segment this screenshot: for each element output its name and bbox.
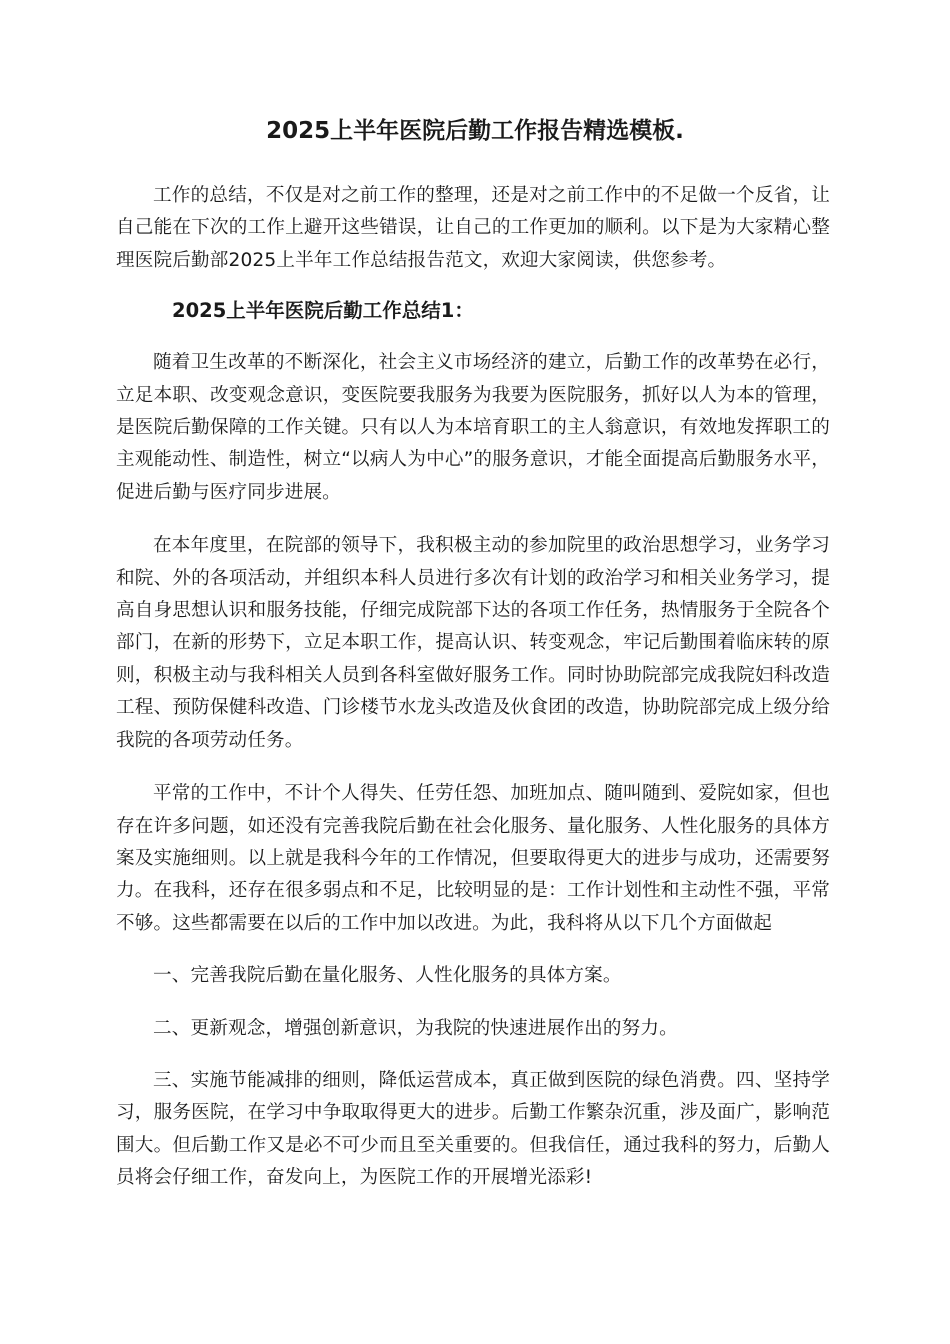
list-item-1: 一、完善我院后勤在量化服务、人性化服务的具体方案。: [153, 965, 622, 987]
document-title: 2025上半年医院后勤工作报告精选模板.: [266, 118, 684, 144]
document-body: [116, 180, 830, 1195]
intro-paragraph: 工作的总结，不仅是对之前工作的整理，还是对之前工作中的不足做一个反省，让自己能在下次的工作上避开这些错误，让自己的工作更加的顺利。以下是为大家精心整理医院后勤部2025上半年工作总结报告范文，欢迎大家阅读，供您参考。: [116, 185, 830, 271]
body-paragraph-3: 平常的工作中，不计个人得失、任劳任怨、加班加点、随叫随到、爱院如家，但也存在许多问题，如还没有完善我院后勤在社会化服务、量化服务、人性化服务的具体方案及实施细则。以上就是我科今年的工作情况，但要取得更大的进步与成功，还需要努力。在我科，还存在很多弱点和不足，比较明显的是：工作计划性和主动性不强，平常不够。这些都需要在以后的工作中加以改进。为此，我科将从以下几个方面做起: [116, 783, 830, 934]
body-paragraph-2: 在本年度里，在院部的领导下，我积极主动的参加院里的政治思想学习，业务学习和院、外的各项活动，并组织本科人员进行多次有计划的政治学习和相关业务学习，提高自身思想认识和服务技能，仔细完成院部下达的各项工作任务，热情服务于全院各个部门，在新的形势下，立足本职工作，提高认识、转变观念，牢记后勤围着临床转的原则，积极主动与我科相关人员到各科室做好服务工作。同时协助院部完成我院妇科改造工程、预防保健科改造、门诊楼节水龙头改造及伙食团的改造，协助院部完成上级分给我院的各项劳动任务。: [116, 535, 830, 751]
section-heading: 2025上半年医院后勤工作总结1：: [172, 299, 474, 323]
list-item-3: 三、实施节能减排的细则，降低运营成本，真正做到医院的绿色消费。四、坚持学习，服务医院，在学习中争取取得更大的进步。后勤工作繁杂沉重，涉及面广，影响范围大。但后勤工作又是必不可少而且至关重要的。但我信任，通过我科的努力，后勤人员将会仔细工作，奋发向上，为医院工作的开展增光添彩!: [116, 1069, 830, 1189]
list-item-2: 二、更新观念，增强创新意识，为我院的快速进展作出的努力。: [153, 1017, 678, 1039]
body-paragraph-1: 随着卫生改革的不断深化，社会主义市场经济的建立，后勤工作的改革势在必行，立足本职、改变观念意识，变医院要我服务为我要为医院服务，抓好以人为本的管理，是医院后勤保障的工作关键。只有以人为本培育职工的主人翁意识，有效地发挥职工的主观能动性、制造性，树立“以病人为中心”的服务意识，才能全面提高后勤服务水平，促进后勤与医疗同步进展。: [116, 352, 830, 503]
